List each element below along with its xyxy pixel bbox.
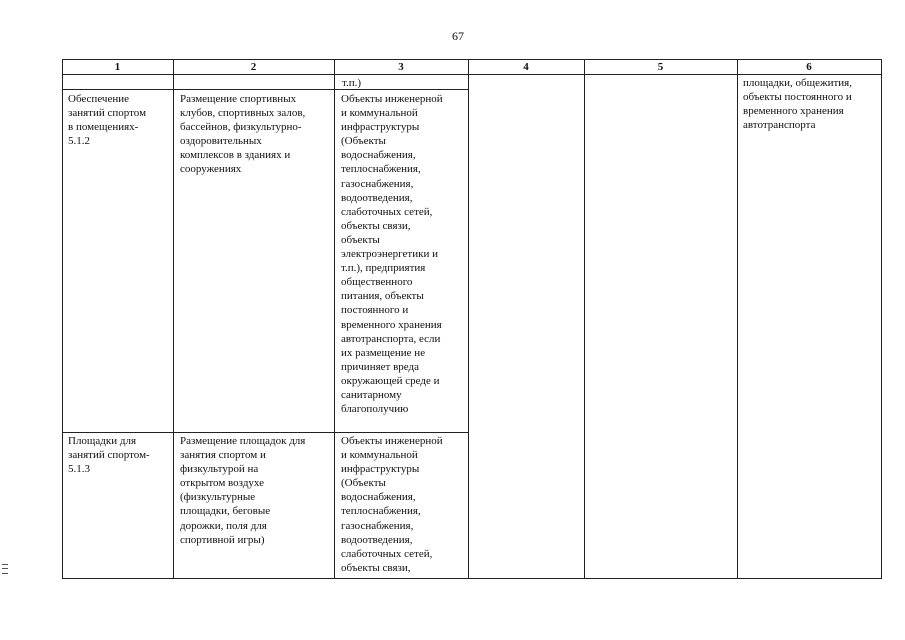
column-divider-3 <box>468 59 469 579</box>
column-number-3: 3 <box>398 61 404 73</box>
column-number-6: 6 <box>806 61 812 73</box>
row-0-col-6: площадки, общежития, объекты постоянного и временного хранения автотранспорта <box>743 77 852 132</box>
column-number-4: 4 <box>523 61 529 73</box>
row-1-col-1: Обеспечение занятий спортом в помещениях- 5.1.2 <box>68 93 147 148</box>
row-1-col-3: Объекты инженерной и коммунальной инфраструктуры (Объекты водоснабжения, теплоснабжения, газоснабжения, водоотведения, слаботочных сетей, объекты связи, объекты электроэнергетики и т.п.), предприятия общественного питания, объекты постоянного и временного хранения автотранспорта, если их размещение не причиняет вреда окружающей среде и санитарному благополучию <box>341 93 443 416</box>
column-divider-5 <box>737 59 738 579</box>
table-border-bottom <box>62 578 882 579</box>
row-1-col-2: Размещение спортивных клубов, спортивных залов, бассейнов, физкультурно- оздоровительных комплексов в зданиях и сооружениях <box>180 93 306 176</box>
row-2-col-3: Объекты инженерной и коммунальной инфраструктуры (Объекты водоснабжения, теплоснабжения, газоснабжения, водоотведения, слаботочных сетей, объекты связи, <box>341 435 443 574</box>
header-rule <box>62 74 882 75</box>
row-2-col-2: Размещение площадок для занятия спортом и физкультурой на открытом воздухе (физкультурные площадки, беговые дорожки, поля для спортивной игры) <box>180 435 306 546</box>
row-rule-2 <box>62 432 469 433</box>
table-border-left <box>62 59 63 579</box>
row-2-col-1: Площадки для занятий спортом- 5.1.3 <box>68 435 150 476</box>
page-number: 67 <box>452 29 464 43</box>
column-number-2: 2 <box>250 61 257 73</box>
table-border-right <box>881 59 882 579</box>
row-0-col-3: т.п.) <box>342 77 362 89</box>
column-number-5: 5 <box>657 61 664 73</box>
column-divider-2 <box>334 59 335 579</box>
column-divider-4 <box>584 59 585 579</box>
column-divider-1 <box>173 59 174 579</box>
land-use-table <box>62 59 882 579</box>
scan-margin-mark <box>2 564 8 574</box>
column-number-1: 1 <box>114 61 121 73</box>
